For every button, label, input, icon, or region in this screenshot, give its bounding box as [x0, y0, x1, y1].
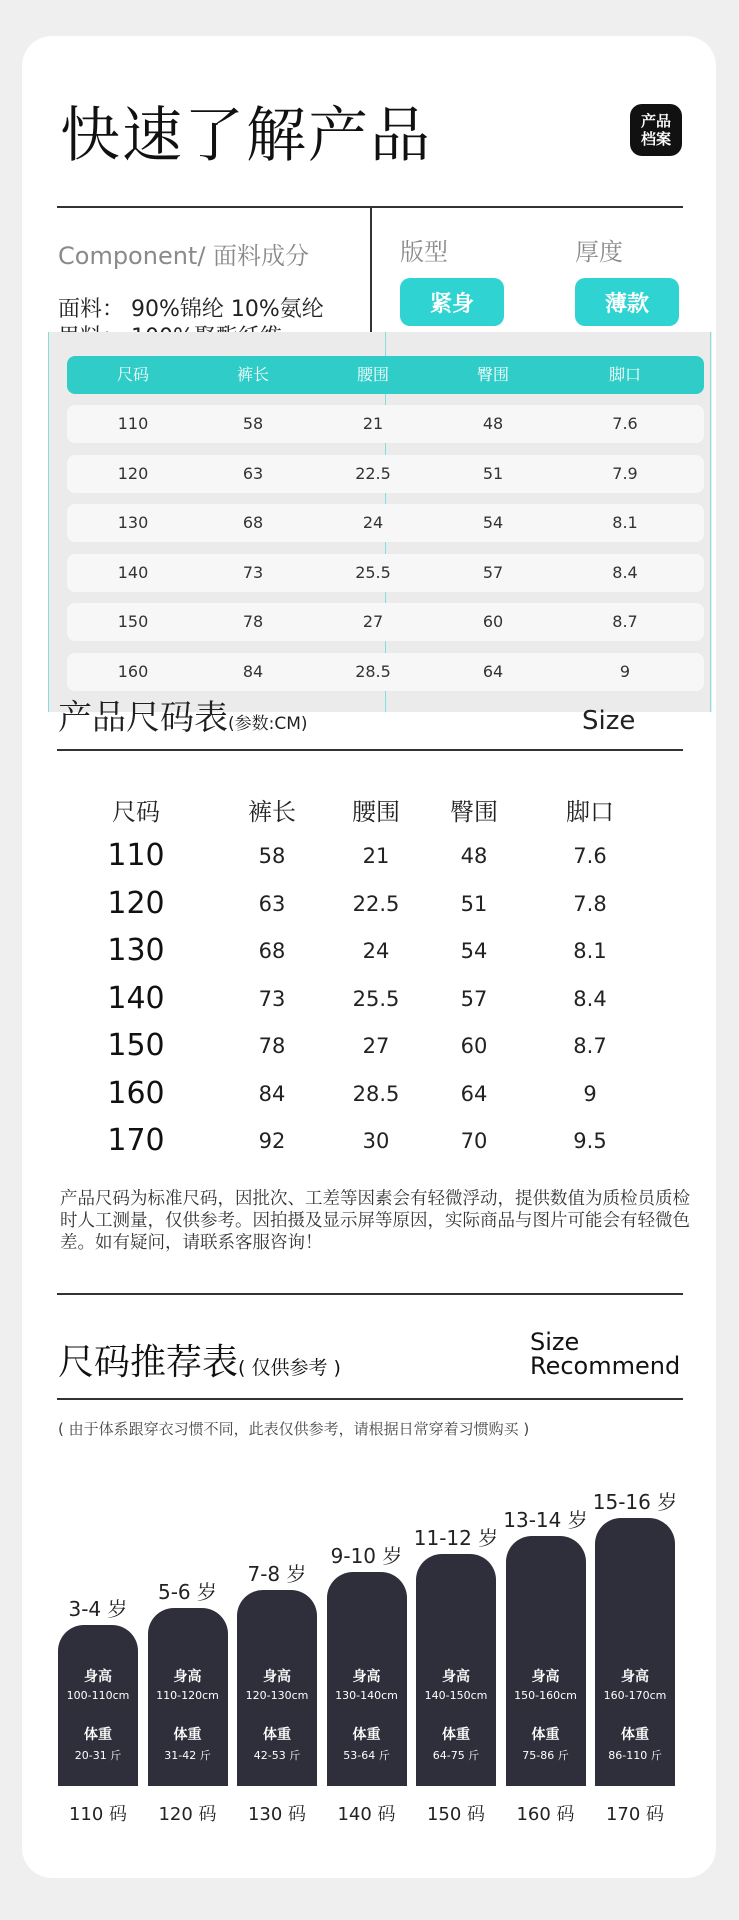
size-table-cell: 27 [362, 1034, 390, 1058]
size-section-title [58, 690, 308, 739]
size-section-unit: (参数:CM) [228, 714, 308, 734]
overlay-table-cell: 8.4 [612, 562, 638, 582]
size-code: 110 码 [68, 1804, 128, 1825]
overlay-table-cell: 9 [619, 661, 631, 681]
size-table-cell: 9 [583, 1081, 597, 1106]
badge-line-2: 档案 [640, 130, 671, 148]
age-label: 15-16 岁 [592, 1490, 678, 1514]
overlay-table-cell: 110 [117, 414, 149, 433]
overlay-header-hem: 脚口 [608, 365, 642, 384]
size-table-cell: 9.5 [573, 1129, 607, 1153]
size-table-size: 150 [107, 1028, 165, 1063]
weight-range: 31-42 斤 [164, 1749, 211, 1762]
size-table-cell: 8.1 [573, 939, 607, 963]
size-table-cell: 64 [460, 1081, 488, 1106]
size-table-size: 170 [107, 1123, 165, 1158]
height-label: 身高 [84, 1669, 112, 1685]
weight-label: 体重 [173, 1727, 202, 1743]
overlay-table-cell: 73 [242, 562, 264, 582]
size-code: 150 码 [426, 1804, 486, 1825]
height-label: 身高 [352, 1669, 381, 1685]
recommend-title-text: 尺码推荐表 [58, 1342, 239, 1383]
overlay-table-cell: 140 [117, 562, 149, 582]
overlay-table-cell: 150 [117, 612, 149, 631]
overlay-table-cell: 24 [362, 513, 384, 532]
size-table-cell: 28.5 [352, 1081, 400, 1106]
overlay-table-cell: 7.9 [612, 463, 638, 483]
overlay-table-cell: 48 [482, 414, 504, 433]
overlay-table-cell: 64 [482, 661, 504, 681]
height-range: 120-130cm [245, 1689, 309, 1702]
age-label: 11-12 岁 [413, 1526, 499, 1550]
size-table-cell: 73 [258, 986, 286, 1011]
recommend-bar [595, 1518, 675, 1786]
size-table-cell: 68 [258, 939, 286, 963]
size-table-cell: 92 [258, 1129, 286, 1153]
weight-range: 75-86 斤 [522, 1749, 569, 1762]
size-table-size: 110 [107, 838, 165, 873]
weight-label: 体重 [531, 1727, 560, 1743]
size-table-size: 140 [107, 980, 165, 1016]
weight-label: 体重 [84, 1727, 112, 1743]
overlay-table-cell: 27 [362, 612, 384, 631]
age-label: 3-4 岁 [68, 1597, 128, 1621]
size-table-size: 160 [107, 1075, 165, 1111]
page-title: 快速了解产品 [60, 101, 432, 171]
recommend-note: ( 由于体系跟穿衣习惯不同，此表仅供参考，请根据日常穿着习惯购买 ) [58, 1420, 530, 1438]
guide-line-left [48, 332, 49, 712]
age-label: 7-8 岁 [247, 1562, 307, 1586]
age-label: 5-6 岁 [157, 1580, 218, 1604]
size-table-cell: 57 [460, 986, 488, 1011]
overlay-table-cell: 51 [482, 463, 504, 483]
weight-range: 42-53 斤 [253, 1749, 301, 1762]
weight-label: 体重 [442, 1727, 470, 1743]
size-table-cell: 58 [258, 844, 286, 868]
size-table-cell: 25.5 [352, 986, 400, 1011]
overlay-table-cell: 120 [117, 463, 149, 483]
product-file-badge [630, 104, 682, 156]
recommend-en-1: Size [530, 1328, 580, 1356]
height-label: 身高 [442, 1669, 470, 1685]
height-range: 100-110cm [66, 1689, 130, 1702]
size-note: 产品尺码为标准尺码，因批次、工差等因素会有轻微浮动，提供数值为质检员质检时人工测量，仅供参考。因拍摄及显示屏等原因，实际商品与图片可能会有轻微色差。如有疑问，请联系客服咨询！ [60, 1189, 690, 1253]
size-table-header: 腰围 [352, 798, 400, 826]
weight-range: 20-31 斤 [74, 1749, 122, 1762]
recommend-en [530, 1330, 680, 1378]
overlay-table-cell: 130 [117, 513, 149, 532]
overlay-table-cell: 54 [482, 513, 504, 532]
overlay-table-row [67, 653, 704, 691]
size-code: 130 码 [247, 1804, 307, 1825]
size-table-cell: 63 [258, 891, 286, 916]
overlay-header-hip: 臀围 [476, 365, 510, 384]
size-table-header: 裤长 [248, 798, 296, 826]
fabric-line-1: 面料： 90%锦纶 10%氨纶 [58, 297, 324, 322]
height-label: 身高 [263, 1669, 291, 1685]
weight-range: 53-64 斤 [343, 1749, 390, 1762]
size-table-cell: 8.4 [573, 986, 607, 1011]
size-table-cell: 24 [362, 939, 390, 963]
size-section-title-clip [58, 698, 658, 738]
age-label: 13-14 岁 [503, 1508, 588, 1532]
size-table-cell: 30 [362, 1129, 390, 1153]
overlay-table-cell: 57 [482, 562, 504, 582]
size-table-size: 130 [107, 933, 165, 968]
overlay-table-cell: 22.5 [355, 463, 391, 483]
overlay-size-table [48, 332, 712, 712]
size-table-header: 臀围 [450, 798, 498, 826]
weight-range: 64-75 斤 [432, 1749, 480, 1762]
height-label: 身高 [173, 1669, 202, 1685]
height-range: 110-120cm [156, 1689, 219, 1702]
size-table-cell: 78 [258, 1034, 286, 1058]
weight-label: 体重 [352, 1727, 381, 1743]
recommend-title [58, 1334, 341, 1385]
info-divider [370, 206, 372, 332]
size-table-cell: 22.5 [352, 891, 400, 916]
fit-label: 版型 [400, 238, 448, 266]
age-label: 9-10 岁 [330, 1544, 403, 1568]
size-table-cell: 48 [460, 844, 488, 868]
size-table-size: 120 [107, 885, 165, 921]
overlay-table-header [67, 356, 704, 394]
overlay-table-cell: 160 [117, 661, 149, 681]
guide-line-right [710, 332, 711, 712]
thickness-badge: 薄款 [575, 278, 679, 326]
size-table-cell: 8.7 [573, 1034, 607, 1058]
overlay-table-row [67, 554, 704, 592]
overlay-header-waist: 腰围 [356, 365, 390, 384]
overlay-table-cell: 8.1 [612, 513, 638, 532]
size-code: 170 码 [605, 1804, 665, 1825]
recommend-top-divider [57, 1293, 683, 1295]
size-table-cell: 51 [460, 891, 488, 916]
weight-range: 86-110 斤 [608, 1749, 662, 1762]
overlay-table-cell: 58 [242, 414, 264, 433]
badge-line-1: 产品 [640, 112, 671, 130]
recommend-title-sub: ( 仅供参考 ) [238, 1357, 341, 1379]
size-code: 140 码 [337, 1804, 396, 1825]
overlay-table-cell: 84 [242, 661, 264, 681]
overlay-table-row [67, 504, 704, 542]
weight-label: 体重 [263, 1727, 291, 1743]
size-table-cell: 60 [460, 1034, 488, 1058]
size-section-title-text: 产品尺码表 [58, 698, 228, 738]
overlay-table-cell: 60 [482, 612, 504, 631]
fit-badge: 紧身 [400, 278, 504, 326]
overlay-header-size: 尺码 [116, 365, 150, 384]
size-table-header: 尺码 [112, 798, 160, 826]
size-section-en: Size [582, 706, 636, 736]
size-table-header: 脚口 [566, 798, 614, 826]
overlay-table-cell: 78 [242, 612, 264, 631]
thickness-label: 厚度 [575, 238, 623, 266]
overlay-table-row [67, 405, 704, 443]
size-table-cell: 54 [460, 939, 488, 963]
recommend-divider [57, 1398, 683, 1400]
size-table-cell: 84 [258, 1081, 286, 1106]
height-label: 身高 [531, 1669, 560, 1685]
recommend-en-2: Recommend [530, 1352, 681, 1380]
size-table-cell: 7.6 [573, 844, 607, 868]
size-table-cell: 70 [460, 1129, 488, 1153]
size-table-cell: 7.8 [573, 891, 607, 916]
weight-label: 体重 [621, 1727, 649, 1743]
height-range: 130-140cm [335, 1689, 398, 1702]
overlay-table-row [67, 455, 704, 493]
fabric-label: Component/ 面料成分 [58, 242, 310, 270]
overlay-header-length: 裤长 [236, 365, 270, 384]
height-label: 身高 [621, 1669, 649, 1685]
overlay-table-cell: 7.6 [612, 414, 638, 433]
overlay-table-cell: 25.5 [355, 562, 391, 582]
size-code: 160 码 [516, 1804, 575, 1825]
height-range: 140-150cm [424, 1689, 488, 1702]
size-section-divider [57, 749, 683, 751]
height-range: 150-160cm [514, 1689, 577, 1702]
overlay-table-cell: 21 [362, 414, 384, 433]
size-table-cell: 21 [362, 844, 390, 868]
overlay-table-row [67, 603, 704, 641]
overlay-table-cell: 63 [242, 463, 264, 483]
height-range: 160-170cm [603, 1689, 667, 1702]
size-code: 120 码 [158, 1804, 217, 1825]
overlay-table-cell: 68 [242, 513, 264, 532]
overlay-table-cell: 8.7 [612, 612, 638, 631]
overlay-table-cell: 28.5 [355, 661, 391, 681]
